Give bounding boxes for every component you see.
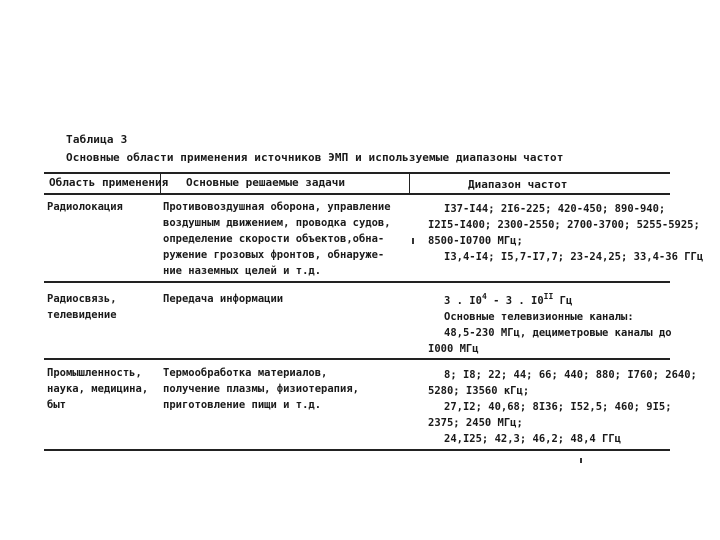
row-2-freq-line: Основные телевизионные каналы: [444,311,634,323]
row-2-bottom-rule [44,358,670,360]
row-1-freq [428,201,703,265]
row-2-area-line: телевидение [47,309,117,321]
row-3-area-line: быт [47,399,66,411]
row-1-freq-line: I3,4-I4; I5,7-I7,7; 23-24,25; 33,4-36 ГГц [444,251,704,263]
header-bottom-rule [44,193,670,195]
row-1-freq-line: I37-I44; 2I6-225; 420-450; 890-940; [444,203,666,215]
row-1-bottom-rule [44,281,670,283]
row-2-area [47,291,117,323]
row-3-area [47,365,148,413]
freq-range-end: - 3 . I0 [486,295,544,307]
row-1-area-line: Радиолокация [47,201,123,213]
freq-range-start: 3 . I0 [444,295,482,307]
row-2-task-line: Передача информации [163,293,284,305]
row-3-freq [428,367,697,447]
row-3-tasks [163,365,359,413]
row-2-tasks [163,291,283,307]
row-2-freq-line: I000 МГц [428,343,479,355]
table-number: Таблица 3 [66,133,128,146]
freq-range-end-exp: II [543,292,554,301]
row-1-task-line: воздушным движением, проводка судов, [163,217,391,229]
header-area: Область применения [49,176,169,189]
row-3-area-line: Промышленность, [47,367,142,379]
row-3-task-line: приготовление пищи и т.д. [163,399,322,411]
row-2-freq-line: 48,5-230 МГц, дециметровые каналы до [444,327,672,339]
table-top-rule [44,172,670,174]
row-2-area-line: Радиосвязь, [47,293,117,305]
row-1-tasks [163,199,391,279]
row-1-task-line: определение скорости объектов,обна- [163,233,385,245]
row-3-freq-line: 2375; 2450 МГц; [428,417,523,429]
header-tasks: Основные решаемые задачи [186,176,345,189]
row-1-task-line: Противовоздушная оборона, управление [163,201,391,213]
freq-range-unit: Гц [553,295,573,307]
table-bottom-rule [44,449,670,451]
row-1-area [47,199,123,215]
row-3-area-line: наука, медицина, [47,383,149,395]
scan-speck [580,458,582,463]
row-3-task-line: получение плазмы, физиотерапия, [163,383,359,395]
header-freq: Диапазон частот [468,178,568,191]
row-1-freq-line: I2I5-I400; 2300-2550; 2700-3700; 5255-5925; [428,219,700,231]
scan-speck [412,238,414,244]
row-1-freq-line: 8500-I0700 МГц; [428,235,523,247]
table-title: Основные области применения источников ЭМП и используемые диапазоны частот [66,151,564,164]
freq-range-start-exp: 4 [481,292,487,301]
row-2-freq [428,292,672,357]
row-3-freq-line: 24,I25; 42,3; 46,2; 48,4 ГГц [444,433,622,445]
row-1-task-line: ружение грозовых фронтов, обнаруже- [163,249,385,261]
row-1-task-line: ние наземных целей и т.д. [163,265,322,277]
row-3-freq-line: 27,I2; 40,68; 8I36; I52,5; 460; 9I5; [444,401,672,413]
row-3-task-line: Термообработка материалов, [163,367,328,379]
row-2-freq-range [444,293,672,309]
row-3-freq-line: 8; I8; 22; 44; 66; 440; 880; I760; 2640; [444,369,697,381]
header-divider-2 [409,172,410,194]
row-3-freq-line: 5280; I3560 кГц; [428,385,530,397]
